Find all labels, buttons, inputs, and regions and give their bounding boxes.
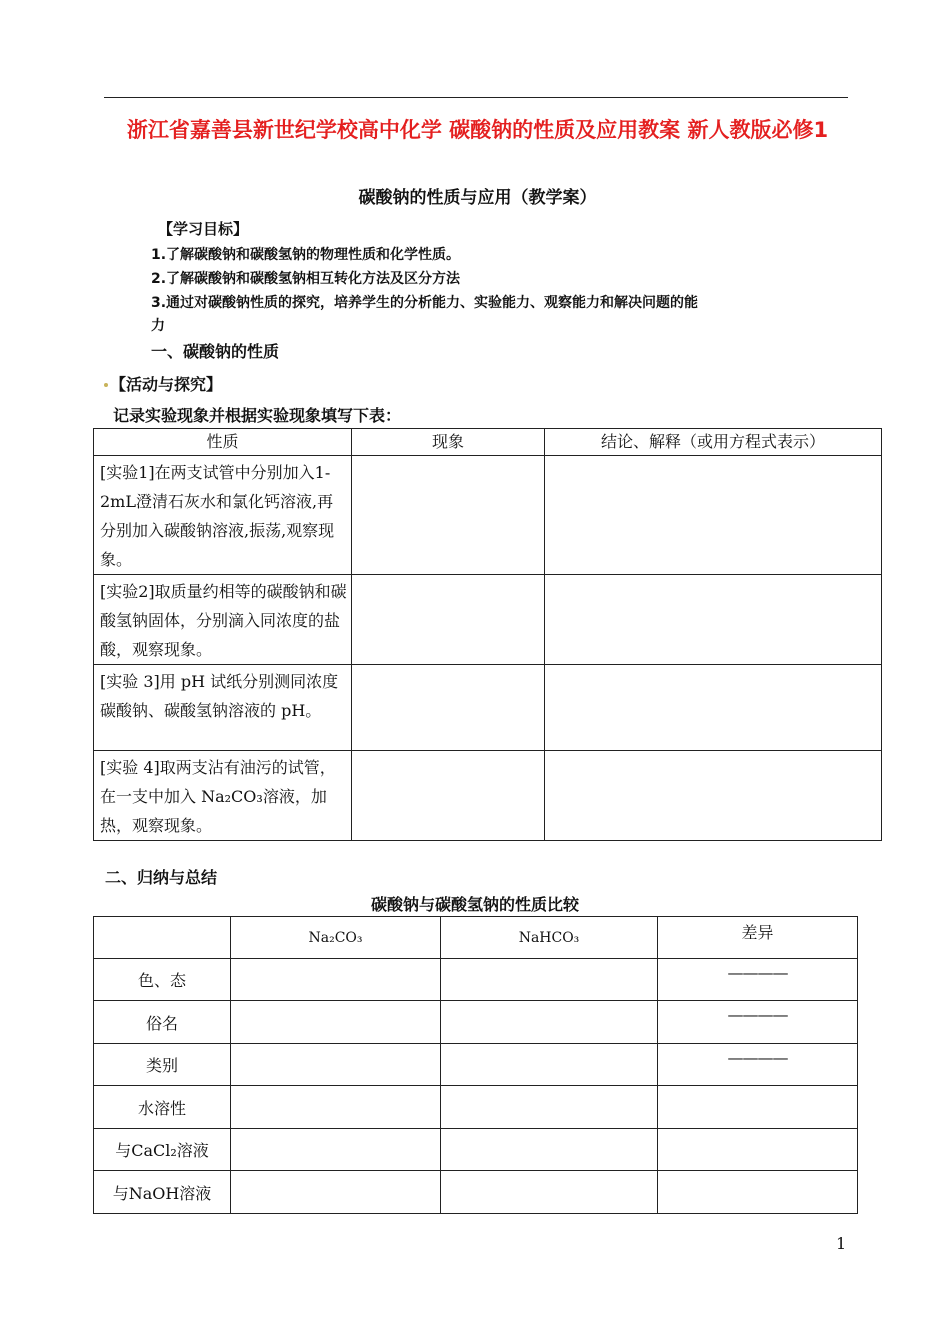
table-row: [94, 1129, 858, 1171]
table-row: [94, 575, 882, 665]
objective-item-3: 3.通过对碳酸钠性质的探究，培养学生的分析能力、实验能力、观察能力和解决问题的能: [151, 295, 699, 311]
table-row: [94, 959, 858, 1001]
property-cell: 与CaCl₂溶液: [94, 1129, 231, 1171]
observation-cell[interactable]: [352, 575, 545, 665]
document-title: 浙江省嘉善县新世纪学校高中化学 碳酸钠的性质及应用教案 新人教版必修1: [126, 118, 829, 142]
objective-item-1: 1.了解碳酸钠和碳酸氢钠的物理性质和化学性质。: [151, 247, 461, 263]
header-cell: Na₂CO₃: [231, 917, 441, 959]
na2co3-cell[interactable]: [231, 1086, 441, 1129]
section2-heading: 二、归纳与总结: [105, 868, 218, 887]
property-cell: 俗名: [94, 1001, 231, 1044]
experiment-cell: [实验 4]取两支沾有油污的试管，在一支中加入 Na₂CO₃溶液，加热，观察现象。: [94, 751, 352, 841]
conclusion-cell[interactable]: [545, 456, 882, 575]
experiment-cell: [实验1]在两支试管中分别加入1-2mL澄清石灰水和氯化钙溶液,再分别加入碳酸钠溶液,振荡,观察现象。: [94, 456, 352, 575]
nahco3-cell[interactable]: [441, 959, 658, 1001]
property-cell: 水溶性: [94, 1086, 231, 1129]
table-row: [94, 665, 882, 751]
page-number: 1: [836, 1234, 847, 1253]
difference-cell: ————: [658, 959, 858, 1001]
nahco3-cell[interactable]: [441, 1171, 658, 1214]
experiment-table: [93, 428, 882, 841]
na2co3-cell[interactable]: [231, 959, 441, 1001]
activity-heading: 【活动与探究】: [110, 375, 223, 394]
document-subtitle: 碳酸钠的性质与应用（教学案）: [358, 188, 597, 208]
section1-heading: 一、碳酸钠的性质: [151, 342, 280, 361]
table-row: [94, 1086, 858, 1129]
difference-cell[interactable]: [658, 1171, 858, 1214]
table-row: [94, 456, 882, 575]
header-cell: 性质: [94, 429, 352, 456]
objective-item-2: 2.了解碳酸钠和碳酸氢钠相互转化方法及区分方法: [151, 271, 461, 287]
conclusion-cell[interactable]: [545, 665, 882, 751]
comparison-caption: 碳酸钠与碳酸氢钠的性质比较: [370, 895, 579, 914]
property-cell: 色、态: [94, 959, 231, 1001]
observation-cell[interactable]: [352, 751, 545, 841]
experiment-cell: [实验 3]用 pH 试纸分别测同浓度碳酸钠、碳酸氢钠溶液的 pH。: [94, 665, 352, 751]
difference-cell: ————: [658, 1044, 858, 1086]
header-cell: 差异: [658, 917, 858, 959]
nahco3-cell[interactable]: [441, 1086, 658, 1129]
difference-cell[interactable]: [658, 1129, 858, 1171]
difference-cell[interactable]: [658, 1086, 858, 1129]
experiment-cell: [实验2]取质量约相等的碳酸钠和碳酸氢钠固体，分别滴入同浓度的盐酸，观察现象。: [94, 575, 352, 665]
comparison-table: [93, 916, 858, 1214]
na2co3-cell[interactable]: [231, 1001, 441, 1044]
header-cell: NaHCO₃: [441, 917, 658, 959]
table-header-row: [94, 429, 882, 456]
observation-cell[interactable]: [352, 665, 545, 751]
table-header-row: [94, 917, 858, 959]
conclusion-cell[interactable]: [545, 575, 882, 665]
header-cell: [94, 917, 231, 959]
na2co3-cell[interactable]: [231, 1044, 441, 1086]
na2co3-cell[interactable]: [231, 1171, 441, 1214]
table-row: [94, 1044, 858, 1086]
header-cell: 现象: [352, 429, 545, 456]
table-row: [94, 751, 882, 841]
header-cell: 结论、解释（或用方程式表示）: [545, 429, 882, 456]
marker-dot: [104, 383, 108, 387]
table-row: [94, 1001, 858, 1044]
nahco3-cell[interactable]: [441, 1044, 658, 1086]
table-instruction: 记录实验现象并根据实验现象填写下表：: [113, 406, 402, 425]
header-rule: [104, 97, 848, 98]
na2co3-cell[interactable]: [231, 1129, 441, 1171]
observation-cell[interactable]: [352, 456, 545, 575]
objectives-heading: 【学习目标】: [158, 220, 249, 238]
objective-item-4: 力: [151, 318, 165, 334]
property-cell: 与NaOH溶液: [94, 1171, 231, 1214]
conclusion-cell[interactable]: [545, 751, 882, 841]
table-row: [94, 1171, 858, 1214]
nahco3-cell[interactable]: [441, 1129, 658, 1171]
nahco3-cell[interactable]: [441, 1001, 658, 1044]
difference-cell: ————: [658, 1001, 858, 1044]
property-cell: 类别: [94, 1044, 231, 1086]
